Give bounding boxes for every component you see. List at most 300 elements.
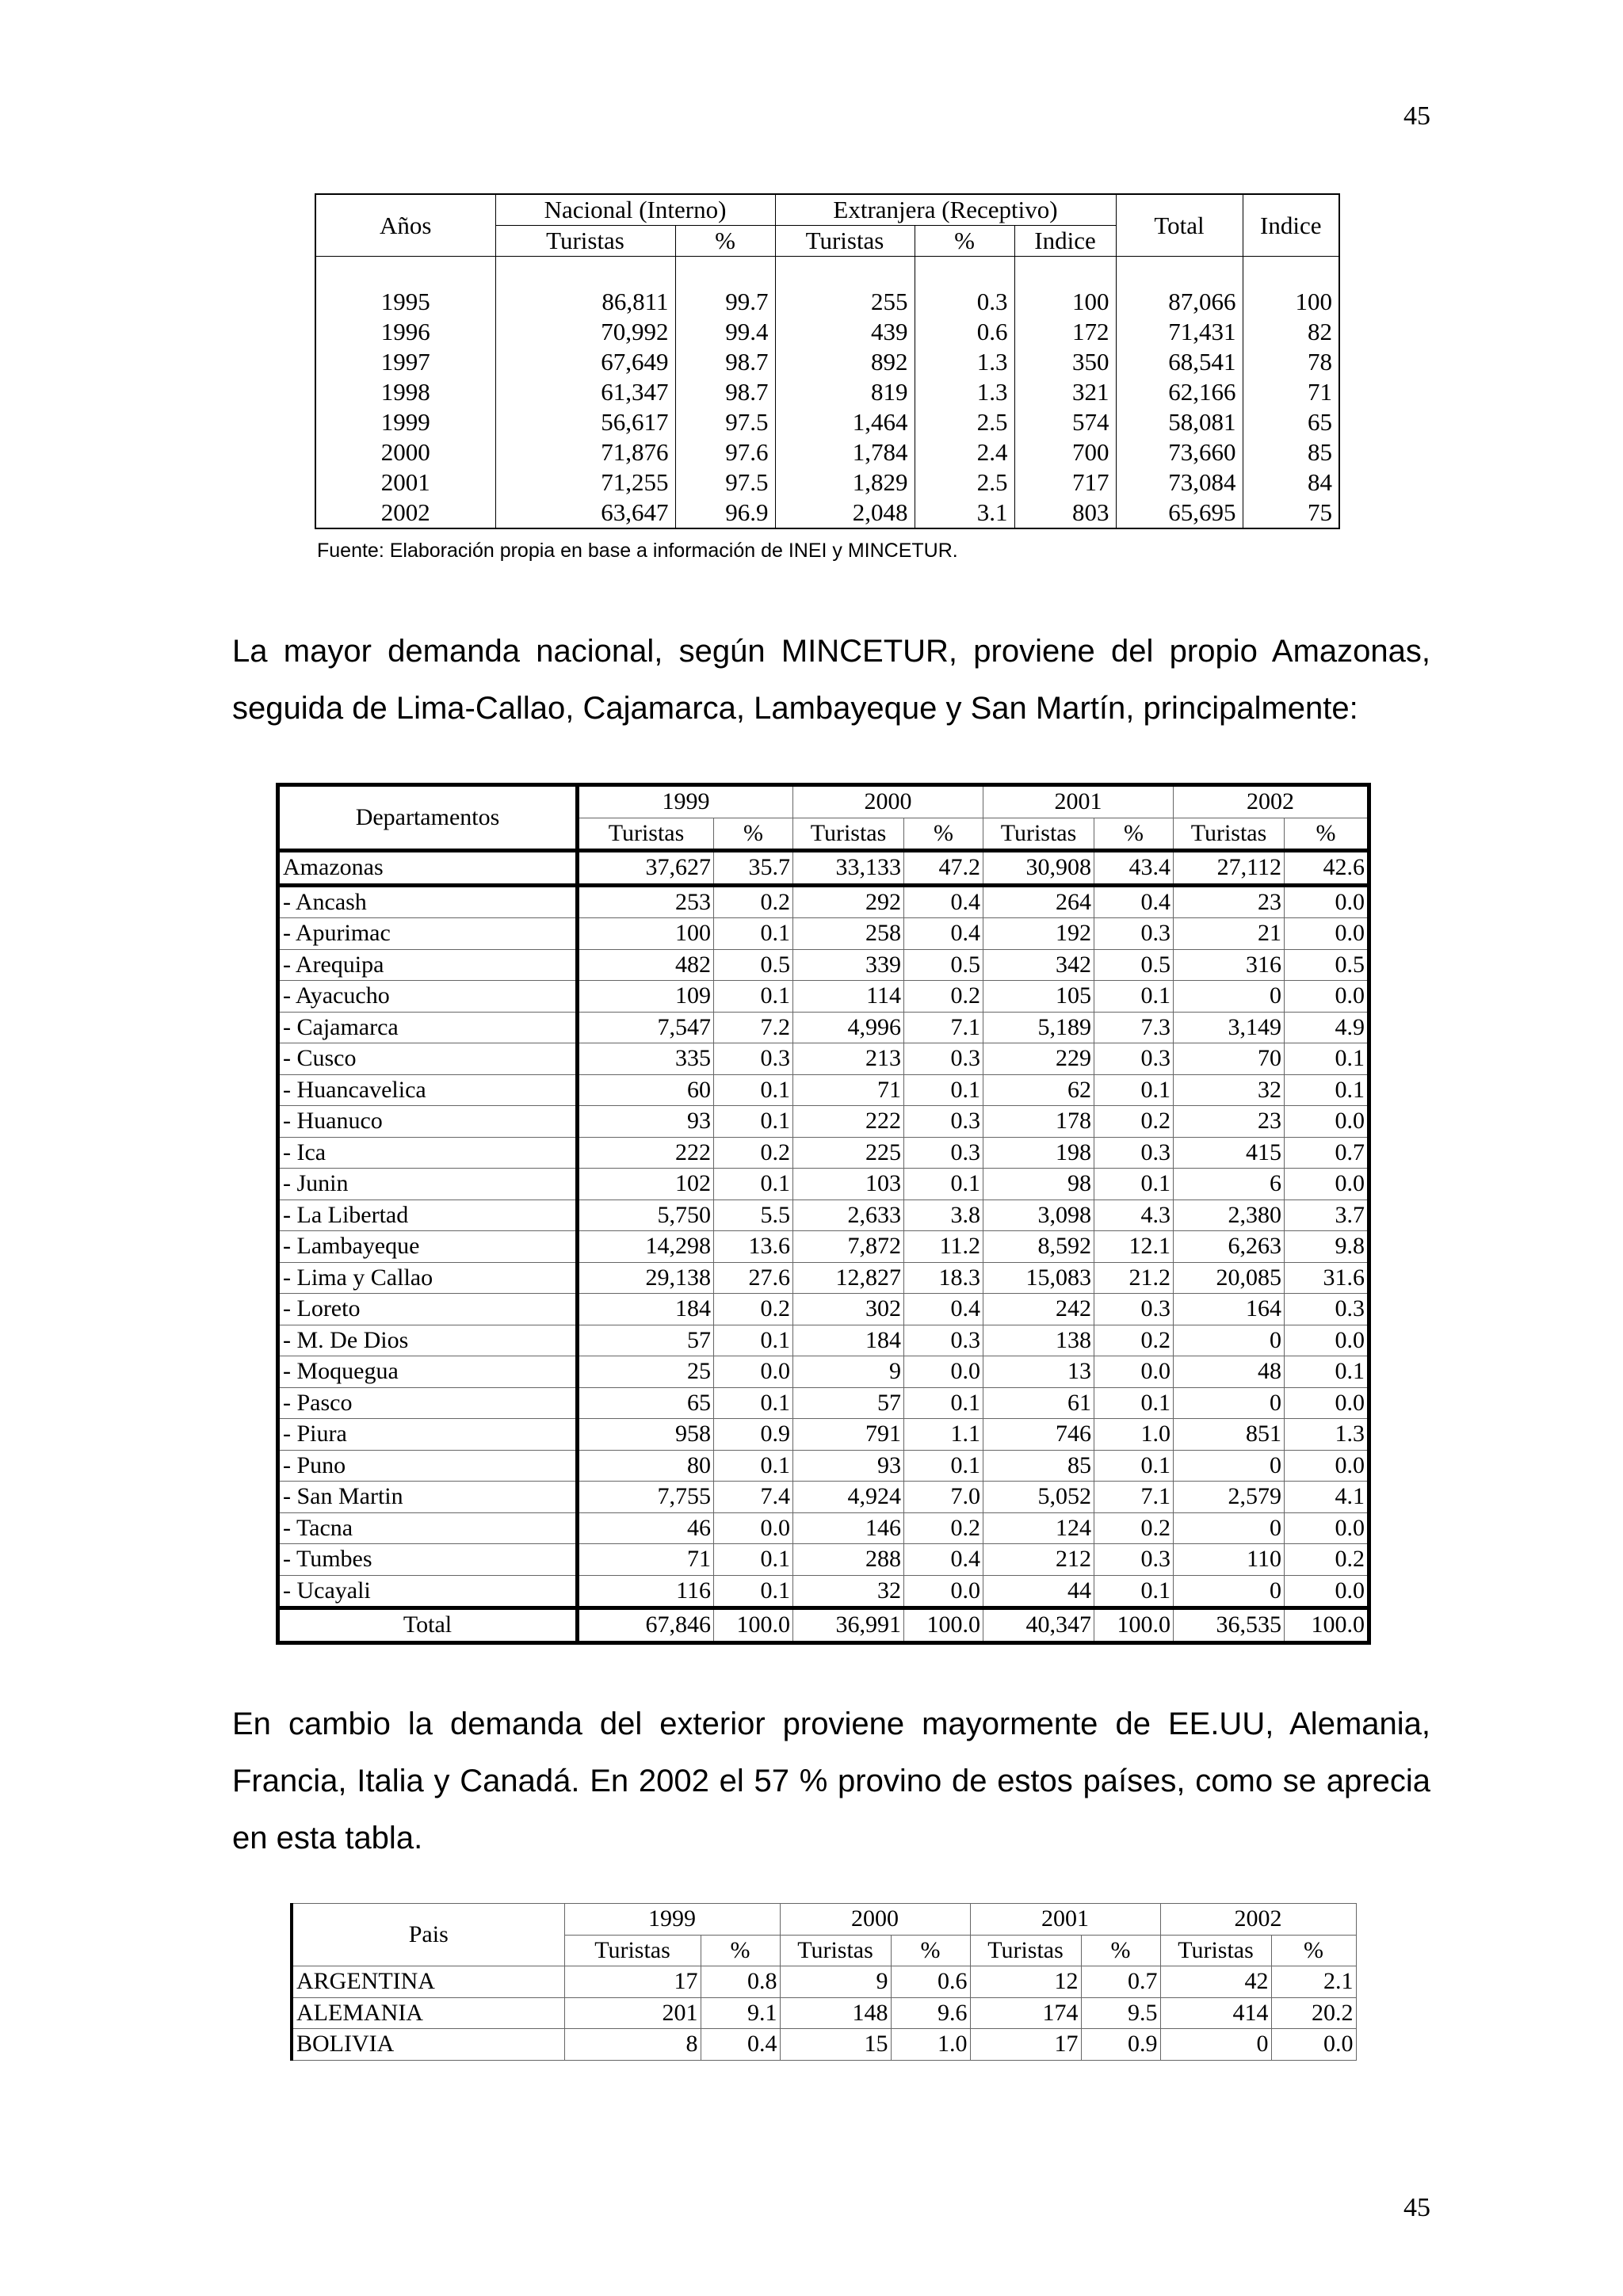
value-cell: 746 [983,1419,1094,1451]
value-cell: 0.4 [1094,885,1174,918]
value-cell: 0.1 [714,981,793,1013]
value-cell: 100 [578,918,714,950]
value-cell: 225 [793,1137,904,1169]
department-cell: Amazonas [278,851,578,886]
value-cell: 0.1 [714,918,793,950]
value-cell: 36,535 [1174,1608,1285,1643]
value-cell: 178 [983,1106,1094,1138]
value-cell: 100.0 [904,1608,983,1643]
value-cell: 0.5 [1094,949,1174,981]
value-cell: 98.7 [675,377,775,407]
value-cell: 0.0 [1285,1325,1369,1356]
value-cell: 222 [793,1106,904,1138]
table-row [278,1356,1369,1388]
value-cell: 0.1 [1094,1450,1174,1482]
value-cell: 57 [793,1387,904,1419]
value-cell: 6,263 [1174,1231,1285,1263]
value-cell: 0.1 [1094,1387,1174,1419]
value-cell: 0.1 [1285,1356,1369,1388]
header-indice-sub: Indice [1014,226,1116,257]
department-cell: - Huancavelica [278,1074,578,1106]
value-cell: 958 [578,1419,714,1451]
value-cell: 9.6 [891,1997,970,2029]
value-cell: 0.6 [915,317,1014,347]
value-cell: 84 [1243,467,1339,498]
value-cell: 0 [1174,1450,1285,1482]
table-row [278,1074,1369,1106]
department-cell: - Ica [278,1137,578,1169]
value-cell: 3,098 [983,1199,1094,1231]
value-cell: 15 [780,2029,891,2061]
value-cell: 116 [578,1575,714,1608]
table-row [278,1294,1369,1325]
value-cell: 138 [983,1325,1094,1356]
value-cell: 87,066 [1116,287,1243,317]
table-source-note: Fuente: Elaboración propia en base a información de INEI y MINCETUR. [317,540,958,562]
year-cell: 2001 [315,467,495,498]
value-cell: 0.3 [1094,1294,1174,1325]
table-row [315,317,1339,347]
value-cell: 97.6 [675,437,775,467]
value-cell: 98.7 [675,347,775,377]
value-cell: 0.0 [1271,2029,1356,2061]
value-cell: 184 [578,1294,714,1325]
year-cell: 1998 [315,377,495,407]
header-total: Total [1116,194,1243,257]
value-cell: 100 [1014,287,1116,317]
value-cell: 56,617 [495,407,675,437]
value-cell: 12,827 [793,1262,904,1294]
country-cell: ARGENTINA [292,1966,564,1998]
department-cell: - Puno [278,1450,578,1482]
value-cell: 0.1 [904,1169,983,1200]
value-cell: 7.2 [714,1012,793,1043]
value-cell: 21 [1174,918,1285,950]
value-cell: 335 [578,1043,714,1075]
header-year-2001: 2001 [970,1904,1160,1936]
header-turistas: Turistas [1160,1935,1271,1966]
value-cell: 222 [578,1137,714,1169]
header-indice: Indice [1243,194,1339,257]
year-cell: 1995 [315,287,495,317]
value-cell: 0.9 [1081,2029,1160,2061]
value-cell: 71,876 [495,437,675,467]
value-cell: 93 [578,1106,714,1138]
header-year-2002: 2002 [1174,785,1369,818]
value-cell: 98 [983,1169,1094,1200]
value-cell: 3.1 [915,498,1014,528]
value-cell: 0.1 [714,1387,793,1419]
value-cell: 0.3 [915,287,1014,317]
value-cell: 0.0 [1285,1387,1369,1419]
value-cell: 71 [578,1544,714,1576]
value-cell: 42.6 [1285,851,1369,886]
value-cell: 65,695 [1116,498,1243,528]
table-row [278,1575,1369,1608]
value-cell: 30,908 [983,851,1094,886]
value-cell: 71,255 [495,467,675,498]
value-cell: 414 [1160,1997,1271,2029]
value-cell: 0.0 [1094,1356,1174,1388]
value-cell: 29,138 [578,1262,714,1294]
department-cell: - Ucayali [278,1575,578,1608]
value-cell: 0.2 [1285,1544,1369,1576]
value-cell: 70,992 [495,317,675,347]
value-cell: 14,298 [578,1231,714,1263]
value-cell: 100.0 [1094,1608,1174,1643]
department-cell: - Tumbes [278,1544,578,1576]
department-cell: - Ancash [278,885,578,918]
value-cell: 78 [1243,347,1339,377]
value-cell: 415 [1174,1137,1285,1169]
value-cell: 0.2 [714,885,793,918]
table-row [278,1512,1369,1544]
value-cell: 851 [1174,1419,1285,1451]
value-cell: 5,052 [983,1482,1094,1513]
value-cell: 0 [1160,2029,1271,2061]
value-cell: 67,649 [495,347,675,377]
value-cell: 1.0 [891,2029,970,2061]
value-cell: 4.1 [1285,1482,1369,1513]
value-cell: 321 [1014,377,1116,407]
value-cell: 0.0 [714,1356,793,1388]
value-cell: 62,166 [1116,377,1243,407]
value-cell: 0.8 [701,1966,780,1998]
value-cell: 0.3 [904,1043,983,1075]
value-cell: 0.1 [904,1387,983,1419]
value-cell: 110 [1174,1544,1285,1576]
value-cell: 0 [1174,1387,1285,1419]
department-cell: - M. De Dios [278,1325,578,1356]
value-cell: 97.5 [675,467,775,498]
department-cell: - San Martin [278,1482,578,1513]
department-cell: - Huanuco [278,1106,578,1138]
value-cell: 0.1 [714,1106,793,1138]
value-cell: 0.1 [1094,981,1174,1013]
value-cell: 70 [1174,1043,1285,1075]
value-cell: 0.0 [1285,918,1369,950]
value-cell: 574 [1014,407,1116,437]
value-cell: 1,464 [775,407,915,437]
value-cell: 36,991 [793,1608,904,1643]
value-cell: 100.0 [1285,1608,1369,1643]
table-row [292,1966,1356,1998]
table-row [315,467,1339,498]
value-cell: 82 [1243,317,1339,347]
value-cell: 2.5 [915,407,1014,437]
value-cell: 47.2 [904,851,983,886]
value-cell: 105 [983,981,1094,1013]
country-cell: ALEMANIA [292,1997,564,2029]
value-cell: 0.4 [904,1294,983,1325]
value-cell: 253 [578,885,714,918]
value-cell: 0.4 [701,2029,780,2061]
value-cell: 7.1 [1094,1482,1174,1513]
value-cell: 0.2 [904,1512,983,1544]
value-cell: 2,380 [1174,1199,1285,1231]
value-cell: 85 [1243,437,1339,467]
value-cell: 13 [983,1356,1094,1388]
value-cell: 164 [1174,1294,1285,1325]
header-turistas: Turistas [780,1935,891,1966]
value-cell: 892 [775,347,915,377]
value-cell: 73,660 [1116,437,1243,467]
value-cell: 61,347 [495,377,675,407]
value-cell: 0.1 [714,1325,793,1356]
table-row [278,1169,1369,1200]
department-cell: - Piura [278,1419,578,1451]
year-cell: 2002 [315,498,495,528]
value-cell: 7,872 [793,1231,904,1263]
value-cell: 3,149 [1174,1012,1285,1043]
value-cell: 17 [564,1966,701,1998]
value-cell: 2.1 [1271,1966,1356,1998]
value-cell: 0.1 [714,1450,793,1482]
value-cell: 60 [578,1074,714,1106]
header-turistas: Turistas [578,818,714,851]
value-cell: 0.0 [1285,1106,1369,1138]
value-cell: 4,924 [793,1482,904,1513]
value-cell: 96.9 [675,498,775,528]
value-cell: 4,996 [793,1012,904,1043]
table-row [278,1043,1369,1075]
table-row [292,1997,1356,2029]
value-cell: 213 [793,1043,904,1075]
value-cell: 7.0 [904,1482,983,1513]
table-row [278,1419,1369,1451]
header-year-2001: 2001 [983,785,1174,818]
value-cell: 71 [793,1074,904,1106]
value-cell: 13.6 [714,1231,793,1263]
year-cell: 2000 [315,437,495,467]
value-cell: 0.0 [1285,1169,1369,1200]
value-cell: 99.7 [675,287,775,317]
departments-table [276,783,1371,1645]
value-cell: 67,846 [578,1608,714,1643]
value-cell: 75 [1243,498,1339,528]
value-cell: 0.5 [904,949,983,981]
value-cell: 33,133 [793,851,904,886]
value-cell: 43.4 [1094,851,1174,886]
table-row [278,1106,1369,1138]
value-cell: 25 [578,1356,714,1388]
value-cell: 73,084 [1116,467,1243,498]
header-pct: % [1271,1935,1356,1966]
value-cell: 0.4 [904,885,983,918]
value-cell: 0.2 [714,1137,793,1169]
header-turistas: Turistas [970,1935,1081,1966]
value-cell: 20.2 [1271,1997,1356,2029]
department-cell: - Ayacucho [278,981,578,1013]
value-cell: 0.1 [1285,1043,1369,1075]
value-cell: 146 [793,1512,904,1544]
value-cell: 0.3 [714,1043,793,1075]
table-row [278,1137,1369,1169]
value-cell: 0.3 [1094,1137,1174,1169]
table-row [278,1450,1369,1482]
value-cell: 0.0 [904,1356,983,1388]
value-cell: 17 [970,2029,1081,2061]
value-cell: 58,081 [1116,407,1243,437]
value-cell: 93 [793,1450,904,1482]
header-year-2000: 2000 [780,1904,970,1936]
value-cell: 0.2 [1094,1512,1174,1544]
value-cell: 35.7 [714,851,793,886]
value-cell: 316 [1174,949,1285,981]
value-cell: 700 [1014,437,1116,467]
value-cell: 717 [1014,467,1116,498]
value-cell: 9 [793,1356,904,1388]
value-cell: 80 [578,1450,714,1482]
table-row [315,377,1339,407]
table-row [315,287,1339,317]
value-cell: 0.5 [1285,949,1369,981]
table-row [278,918,1369,950]
value-cell: 114 [793,981,904,1013]
value-cell: 1.3 [1285,1419,1369,1451]
value-cell: 48 [1174,1356,1285,1388]
value-cell: 6 [1174,1169,1285,1200]
value-cell: 4.9 [1285,1012,1369,1043]
page-number-bottom: 45 [1403,2193,1430,2222]
value-cell: 0 [1174,1512,1285,1544]
header-anos: Años [315,194,495,257]
value-cell: 7,547 [578,1012,714,1043]
value-cell: 18.3 [904,1262,983,1294]
value-cell: 339 [793,949,904,981]
value-cell: 198 [983,1137,1094,1169]
header-year-2002: 2002 [1160,1904,1356,1936]
value-cell: 0.0 [1285,1575,1369,1608]
header-pct: % [675,226,775,257]
value-cell: 1.1 [904,1419,983,1451]
table-row [315,407,1339,437]
header-pais: Pais [292,1904,564,1966]
value-cell: 0.2 [904,981,983,1013]
department-cell: - Tacna [278,1512,578,1544]
value-cell: 0.3 [904,1325,983,1356]
value-cell: 0.0 [904,1575,983,1608]
value-cell: 0.1 [1285,1074,1369,1106]
value-cell: 27.6 [714,1262,793,1294]
header-pct: % [891,1935,970,1966]
value-cell: 7.4 [714,1482,793,1513]
value-cell: 23 [1174,1106,1285,1138]
header-turistas: Turistas [775,226,915,257]
header-year-2000: 2000 [793,785,983,818]
header-pct: % [714,818,793,851]
value-cell: 302 [793,1294,904,1325]
value-cell: 0.0 [714,1512,793,1544]
value-cell: 0.3 [904,1106,983,1138]
value-cell: 482 [578,949,714,981]
value-cell: 264 [983,885,1094,918]
value-cell: 0.3 [1094,1544,1174,1576]
value-cell: 3.7 [1285,1199,1369,1231]
value-cell: 0.2 [1094,1106,1174,1138]
value-cell: 23 [1174,885,1285,918]
table-row [278,1387,1369,1419]
value-cell: 0.1 [714,1575,793,1608]
value-cell: 65 [1243,407,1339,437]
department-cell: - Cajamarca [278,1012,578,1043]
header-turistas: Turistas [1174,818,1285,851]
value-cell: 439 [775,317,915,347]
value-cell: 192 [983,918,1094,950]
country-cell: BOLIVIA [292,2029,564,2061]
value-cell: 0.7 [1081,1966,1160,1998]
value-cell: 85 [983,1450,1094,1482]
total-row [278,1608,1369,1643]
header-pct: % [1094,818,1174,851]
value-cell: 32 [793,1575,904,1608]
table-row [278,885,1369,918]
year-cell: 1997 [315,347,495,377]
value-cell: 0.2 [1094,1325,1174,1356]
value-cell: 0.1 [714,1169,793,1200]
value-cell: 46 [578,1512,714,1544]
value-cell: 20,085 [1174,1262,1285,1294]
value-cell: 44 [983,1575,1094,1608]
department-cell: Total [278,1608,578,1643]
value-cell: 100.0 [714,1608,793,1643]
value-cell: 0.9 [714,1419,793,1451]
value-cell: 258 [793,918,904,950]
paragraph-foreign-demand: En cambio la demanda del exterior proviene mayormente de EE.UU, Alemania, Francia, Italia y Canadá. En 2002 el 57 % provino de estos países, como se aprecia en esta tabla. [232,1707,1430,1855]
value-cell: 5,750 [578,1199,714,1231]
value-cell: 1.0 [1094,1419,1174,1451]
department-cell: - Moquegua [278,1356,578,1388]
department-cell: - Pasco [278,1387,578,1419]
value-cell: 0.6 [891,1966,970,1998]
table-row [315,498,1339,528]
table-row [278,1544,1369,1576]
table-row [278,1325,1369,1356]
value-cell: 0.3 [1094,1043,1174,1075]
value-cell: 2,048 [775,498,915,528]
value-cell: 0.3 [904,1137,983,1169]
value-cell: 61 [983,1387,1094,1419]
value-cell: 819 [775,377,915,407]
value-cell: 1,784 [775,437,915,467]
value-cell: 0.1 [1094,1575,1174,1608]
value-cell: 0.0 [1285,981,1369,1013]
value-cell: 7,755 [578,1482,714,1513]
year-cell: 1999 [315,407,495,437]
table-row [278,1262,1369,1294]
value-cell: 0.3 [1094,918,1174,950]
value-cell: 0 [1174,981,1285,1013]
value-cell: 4.3 [1094,1199,1174,1231]
value-cell: 100 [1243,287,1339,317]
value-cell: 7.1 [904,1012,983,1043]
value-cell: 65 [578,1387,714,1419]
value-cell: 2.5 [915,467,1014,498]
value-cell: 57 [578,1325,714,1356]
value-cell: 0.1 [1094,1074,1174,1106]
value-cell: 42 [1160,1966,1271,1998]
value-cell: 11.2 [904,1231,983,1263]
tourism-summary-table [315,193,1340,529]
table-row [278,1199,1369,1231]
value-cell: 201 [564,1997,701,2029]
value-cell: 71,431 [1116,317,1243,347]
value-cell: 2,633 [793,1199,904,1231]
department-cell: - Junin [278,1169,578,1200]
value-cell: 0.0 [1285,1512,1369,1544]
value-cell: 99.4 [675,317,775,347]
value-cell: 8,592 [983,1231,1094,1263]
